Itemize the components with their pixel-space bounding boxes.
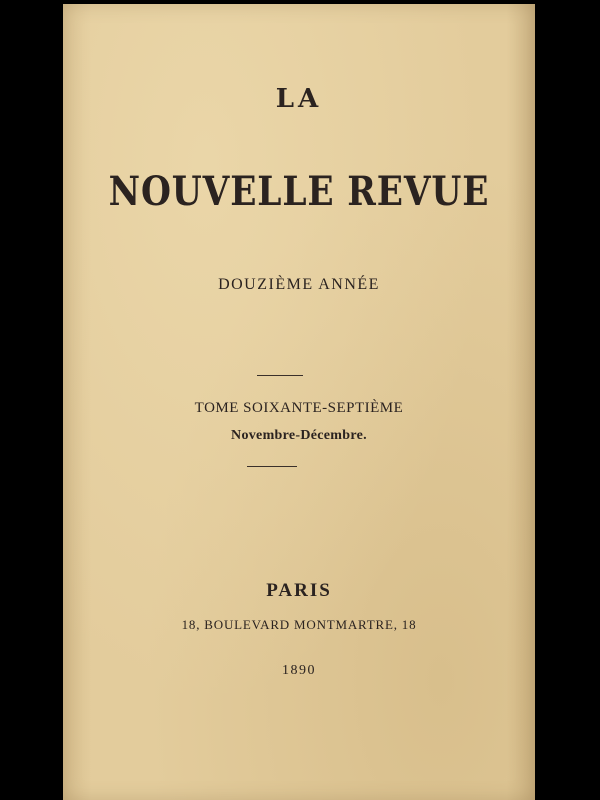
publisher-address: 18, BOULEVARD MONTMARTRE, 18	[181, 617, 417, 632]
title-page	[63, 4, 535, 800]
publication-year: 1890	[282, 663, 316, 678]
edition-year: DOUZIÈME ANNÉE	[218, 276, 380, 293]
divider-rule-bottom	[247, 466, 297, 467]
divider-rule-top	[257, 375, 303, 376]
publication-city: PARIS	[266, 580, 332, 601]
title-article: LA	[275, 84, 323, 114]
journal-title: NOUVELLE REVUE	[108, 168, 490, 215]
volume-number: TOME SOIXANTE-SEPTIÈME	[194, 400, 404, 416]
volume-months: Novembre-Décembre.	[231, 428, 367, 443]
